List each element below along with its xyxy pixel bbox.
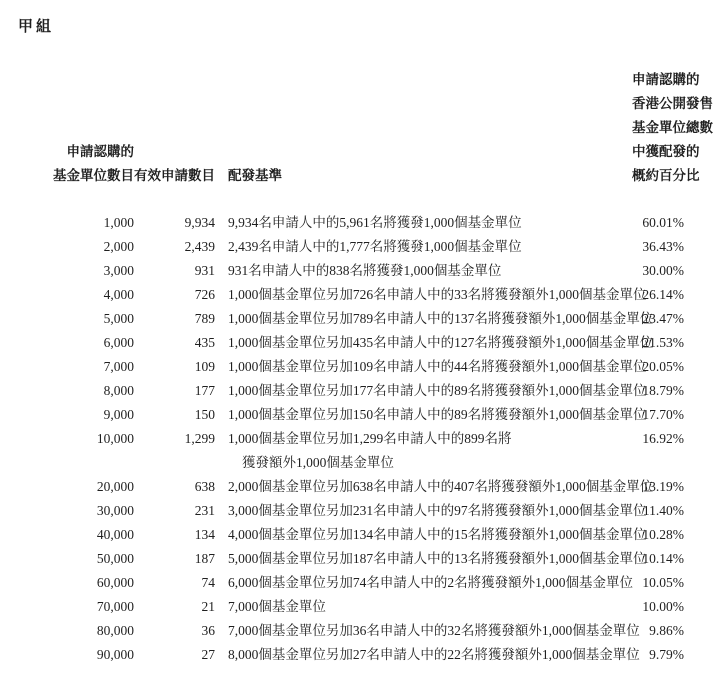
table-row — [0, 499, 716, 523]
basis-line: 7,000個基金單位另加36名申請人中的32名將獲發額外1,000個基金單位 — [228, 623, 640, 638]
basis-cell — [215, 403, 647, 427]
basis-line: 4,000個基金單位另加134名申請人中的15名將獲發額外1,000個基金單位 — [228, 527, 647, 542]
table-row — [0, 379, 716, 403]
table-row — [0, 211, 716, 235]
applications-cell: 150 — [194, 407, 215, 422]
table-row — [0, 283, 716, 307]
table-row — [0, 547, 716, 571]
percentage-cell: 18.79% — [642, 383, 684, 398]
units-cell: 1,000 — [103, 215, 134, 230]
applications-cell: 177 — [194, 383, 215, 398]
basis-cell — [215, 211, 632, 235]
applications-cell: 638 — [194, 479, 215, 494]
percentage-cell: 21.53% — [642, 335, 684, 350]
header-percentage-line2: 香港公開發售 — [632, 96, 713, 111]
basis-line: 5,000個基金單位另加187名申請人中的13名將獲發額外1,000個基金單位 — [228, 551, 647, 566]
basis-line: 9,934名申請人中的5,961名將獲發1,000個基金單位 — [228, 215, 522, 230]
percentage-cell: 11.40% — [642, 503, 684, 518]
applications-cell: 134 — [194, 527, 215, 542]
basis-line: 1,000個基金單位另加435名申請人中的127名將獲發額外1,000個基金單位 — [228, 335, 654, 350]
header-percentage-line3: 基金單位總數 — [632, 120, 713, 135]
percentage-cell: 60.01% — [642, 215, 684, 230]
basis-cell — [215, 643, 640, 667]
table-body — [0, 211, 716, 667]
basis-line: 2,000個基金單位另加638名申請人中的407名將獲發額外1,000個基金單位 — [228, 479, 654, 494]
units-cell: 80,000 — [96, 623, 134, 638]
table-row — [0, 403, 716, 427]
units-cell: 70,000 — [96, 599, 134, 614]
basis-line: 931名申請人中的838名將獲發1,000個基金單位 — [228, 263, 502, 278]
units-cell: 6,000 — [103, 335, 134, 350]
basis-cell — [215, 235, 632, 259]
units-cell: 2,000 — [103, 239, 134, 254]
units-cell: 90,000 — [96, 647, 134, 662]
basis-line: 1,000個基金單位另加1,299名申請人中的899名將 — [228, 431, 512, 446]
table-row — [0, 307, 716, 331]
basis-cell — [215, 619, 640, 643]
percentage-cell: 9.79% — [649, 647, 684, 662]
header-units-label — [0, 140, 134, 188]
units-cell: 60,000 — [96, 575, 134, 590]
basis-cell — [215, 499, 647, 523]
basis-cell — [215, 475, 654, 499]
table-row — [0, 571, 716, 595]
basis-cell — [215, 379, 647, 403]
table-row — [0, 355, 716, 379]
basis-cell — [215, 523, 647, 547]
applications-cell: 36 — [201, 623, 215, 638]
table-row — [0, 619, 716, 643]
applications-cell: 789 — [194, 311, 215, 326]
header-applications-label: 有效申請數目 — [134, 168, 215, 183]
applications-cell: 2,439 — [184, 239, 215, 254]
percentage-cell: 10.05% — [642, 575, 684, 590]
basis-line: 1,000個基金單位另加177名申請人中的89名將獲發額外1,000個基金單位 — [228, 383, 647, 398]
applications-cell: 74 — [201, 575, 215, 590]
basis-cell — [215, 571, 632, 595]
percentage-cell: 9.86% — [649, 623, 684, 638]
percentage-cell: 36.43% — [642, 239, 684, 254]
basis-line: 1,000個基金單位另加109名申請人中的44名將獲發額外1,000個基金單位 — [228, 359, 647, 374]
percentage-cell: 20.05% — [642, 359, 684, 374]
table-row — [0, 595, 716, 619]
basis-line: 3,000個基金單位另加231名申請人中的97名將獲發額外1,000個基金單位 — [228, 503, 647, 518]
applications-cell: 931 — [194, 263, 215, 278]
header-units-line1: 申請認購的 — [66, 144, 134, 159]
percentage-cell: 13.19% — [642, 479, 684, 494]
basis-line: 8,000個基金單位另加27名申請人中的22名將獲發額外1,000個基金單位 — [228, 647, 640, 662]
applications-cell: 231 — [194, 503, 215, 518]
header-units-line2: 基金單位數目 — [53, 168, 134, 183]
percentage-cell: 16.92% — [642, 431, 684, 446]
basis-cell — [215, 355, 647, 379]
basis-cell — [215, 307, 654, 331]
basis-cell — [215, 595, 632, 619]
applications-cell: 21 — [201, 599, 215, 614]
basis-cell — [215, 331, 654, 355]
applications-cell: 187 — [194, 551, 215, 566]
table-row — [0, 235, 716, 259]
header-percentage-label — [632, 68, 713, 188]
table-row — [0, 427, 716, 475]
units-cell: 4,000 — [103, 287, 134, 302]
units-cell: 3,000 — [103, 263, 134, 278]
applications-cell: 109 — [194, 359, 215, 374]
percentage-cell: 23.47% — [642, 311, 684, 326]
basis-cell — [215, 259, 632, 283]
units-cell: 5,000 — [103, 311, 134, 326]
percentage-cell: 10.00% — [642, 599, 684, 614]
units-cell: 10,000 — [96, 431, 134, 446]
table-row — [0, 331, 716, 355]
units-cell: 30,000 — [96, 503, 134, 518]
table-row — [0, 523, 716, 547]
applications-cell: 435 — [194, 335, 215, 350]
basis-line: 1,000個基金單位另加150名申請人中的89名將獲發額外1,000個基金單位 — [228, 407, 647, 422]
basis-line: 1,000個基金單位另加789名申請人中的137名將獲發額外1,000個基金單位 — [228, 311, 654, 326]
units-cell: 20,000 — [96, 479, 134, 494]
applications-cell: 1,299 — [184, 431, 215, 446]
basis-line: 2,439名申請人中的1,777名將獲發1,000個基金單位 — [228, 239, 522, 254]
percentage-cell: 26.14% — [642, 287, 684, 302]
table-row — [0, 643, 716, 667]
units-cell: 9,000 — [103, 407, 134, 422]
header-percentage-line1: 申請認購的 — [632, 72, 700, 87]
basis-line: 1,000個基金單位另加726名申請人中的33名將獲發額外1,000個基金單位 — [228, 287, 647, 302]
basis-line: 獲發額外1,000個基金單位 — [242, 455, 394, 470]
units-cell: 8,000 — [103, 383, 134, 398]
table-header — [0, 68, 716, 188]
basis-cell — [215, 283, 647, 307]
table-row — [0, 259, 716, 283]
applications-cell: 726 — [194, 287, 215, 302]
table-row — [0, 475, 716, 499]
page-title: 甲組 — [18, 19, 55, 35]
applications-cell: 27 — [201, 647, 215, 662]
units-cell: 40,000 — [96, 527, 134, 542]
header-basis-label: 配發基準 — [228, 168, 282, 183]
percentage-cell: 10.28% — [642, 527, 684, 542]
header-percentage-line5: 概約百分比 — [632, 168, 700, 183]
basis-cell — [215, 427, 632, 475]
units-cell: 50,000 — [96, 551, 134, 566]
basis-line: 7,000個基金單位 — [228, 599, 326, 614]
percentage-cell: 10.14% — [642, 551, 684, 566]
basis-cell — [215, 547, 647, 571]
units-cell: 7,000 — [103, 359, 134, 374]
applications-cell: 9,934 — [184, 215, 215, 230]
percentage-cell: 30.00% — [642, 263, 684, 278]
basis-line: 6,000個基金單位另加74名申請人中的2名將獲發額外1,000個基金單位 — [228, 575, 633, 590]
percentage-cell: 17.70% — [642, 407, 684, 422]
header-percentage-line4: 中獲配發的 — [632, 144, 700, 159]
